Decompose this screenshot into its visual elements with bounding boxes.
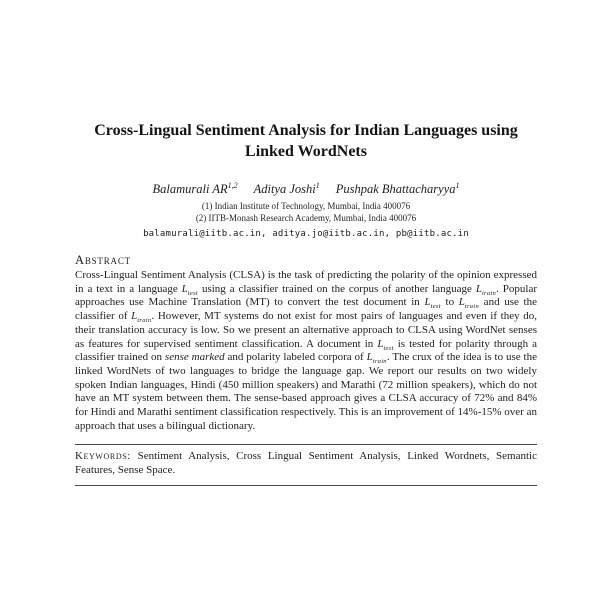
- math-variable: $L_{train}$: [458, 296, 480, 311]
- math-variable: $L_{train}$: [131, 310, 152, 325]
- page-content: [75, 120, 537, 486]
- affiliation-2: (2) IITB-Monash Research Academy, Mumbai, India 400076: [195, 212, 417, 223]
- author-affiliation-marker: 1: [455, 180, 460, 190]
- emphasized-text: sense marked: [164, 351, 225, 364]
- abstract-heading: Abstract: [75, 253, 131, 267]
- keywords-label: Keywords:: [75, 450, 131, 463]
- math-variable: $L_{train}$: [475, 282, 497, 297]
- affiliations: [75, 201, 537, 224]
- math-variable: $L_{test}$: [377, 337, 394, 352]
- keywords-text: Sentiment Analysis, Cross Lingual Sentiment Analysis, Linked Wordnets, Semantic Features, Sense Space.: [75, 450, 537, 477]
- math-variable: $L_{test}$: [181, 282, 199, 297]
- math-variable: $L_{test}$: [424, 296, 441, 311]
- author-affiliation-marker: 1: [315, 180, 320, 190]
- horizontal-rule-bottom: [75, 485, 537, 486]
- author-emails: balamurali@iitb.ac.in, aditya.jo@iitb.ac.in, pb@iitb.ac.in: [143, 229, 469, 239]
- math-variable: $L_{train}$: [366, 351, 387, 366]
- author-name: Aditya Joshi$^1$: [253, 180, 320, 196]
- author-name: Balamurali AR$^{1,2}$: [152, 180, 238, 196]
- author-name: Pushpak Bhattacharyya$^1$: [335, 180, 460, 196]
- authors-line: [75, 182, 537, 197]
- affiliation-1: (1) Indian Institute of Technology, Mumbai, India 400076: [201, 201, 411, 211]
- keywords-section: [75, 445, 537, 484]
- abstract-text: Cross-Lingual Sentiment Analysis (CLSA) is the task of predicting the polarity of the opinion expressed in a text in a language $L_{test}$ using a classifier trained on the corpus of another language $L_{train}$. Popular approaches use Machine Translation (MT) to convert the test document in $L_{test}$ to $L_{train}$ and use the classifier of $L_{train}$. However, MT systems do not exist for most pairs of languages and even if they do, their translation accuracy is low. So we present an alternative approach to CLSA using WordNet senses as features for supervised sentiment classification. A document in $L_{test}$ is tested for polarity through a classifier trained on sense marked and polarity labeled corpora of $L_{train}$. The crux of the idea is to use the linked WordNets of two languages to bridge the language gap. We report our results on two widely spoken Indian languages, Hindi (450 million speakers) and Marathi (72 million speakers), which do not have an MT system between them. The sense-based approach gives a CLSA accuracy of 72% and 84% for Hindi and Marathi sentiment classification respectively. This is an improvement of 14%-15% over an approach that uses a bilingual dictionary.: [75, 269, 537, 432]
- author-affiliation-marker: 1,2: [227, 180, 238, 190]
- paper-title: Cross-Lingual Sentiment Analysis for Indian Languages using Linked WordNets: [94, 122, 518, 160]
